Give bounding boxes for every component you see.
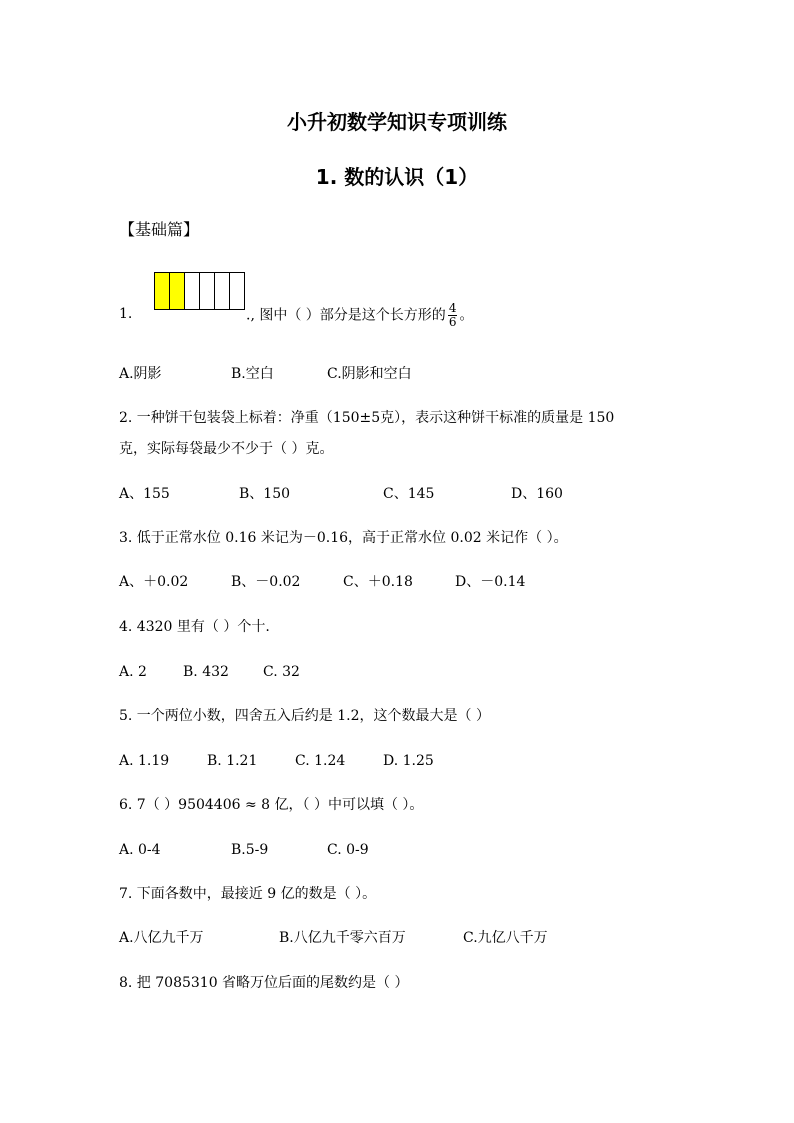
question-3-option-a: A、＋0.02 bbox=[119, 574, 189, 590]
question-1-option-a: A.阴影 bbox=[119, 366, 162, 382]
fraction-four-sixths bbox=[448, 302, 458, 329]
blank-cell bbox=[200, 273, 215, 309]
question-3-option-d: D、－0.14 bbox=[455, 574, 526, 590]
question-6-option-b: B.5-9 bbox=[231, 842, 269, 858]
question-4-option-a: A. 2 bbox=[119, 664, 147, 680]
shaded-cell bbox=[170, 273, 185, 309]
question-6-text: 6. 7（ ）9504406 ≈ 8 亿，（ ）中可以填（ ）。 bbox=[119, 797, 424, 813]
question-6-option-c: C. 0-9 bbox=[327, 842, 369, 858]
question-1-text bbox=[246, 302, 473, 329]
question-4-option-b: B. 432 bbox=[183, 664, 229, 680]
question-7-option-b: B.八亿九千零六百万 bbox=[279, 930, 406, 946]
question-1-end: 。 bbox=[459, 307, 474, 324]
question-2-option-a: A、155 bbox=[119, 486, 170, 502]
question-7-text: 7. 下面各数中，最接近 9 亿的数是（ ）。 bbox=[119, 886, 377, 902]
page-subtitle: 1. 数的认识（1） bbox=[315, 165, 479, 189]
question-5-option-d: D. 1.25 bbox=[383, 753, 434, 769]
fraction-denominator: 6 bbox=[448, 315, 457, 329]
question-2-option-d: D、160 bbox=[511, 486, 563, 502]
question-6-option-a: A. 0-4 bbox=[119, 842, 161, 858]
question-3-text: 3. 低于正常水位 0.16 米记为－0.16，高于正常水位 0.02 米记作（ ）。 bbox=[119, 530, 568, 546]
question-7-option-a: A.八亿九千万 bbox=[119, 930, 204, 946]
question-1-option-b: B.空白 bbox=[231, 366, 274, 382]
question-5-text: 5. 一个两位小数，四舍五入后约是 1.2，这个数最大是（ ） bbox=[119, 708, 490, 724]
blank-cell bbox=[215, 273, 230, 309]
page-title: 小升初数学知识专项训练 bbox=[287, 110, 507, 134]
question-1-option-c: C.阴影和空白 bbox=[327, 366, 412, 382]
question-5-option-a: A. 1.19 bbox=[119, 753, 170, 769]
section-heading: 【基础篇】 bbox=[119, 220, 200, 239]
question-2-option-b: B、150 bbox=[239, 486, 291, 502]
question-1-number: 1. bbox=[119, 306, 133, 322]
question-1-stem: ., 图中（ ）部分是这个长方形的 bbox=[246, 307, 446, 324]
question-2-line-2: 克，实际每袋最少不少于（ ）克。 bbox=[119, 441, 334, 457]
fraction-numerator: 4 bbox=[448, 301, 457, 315]
question-4-text: 4. 4320 里有（ ）个十. bbox=[119, 619, 270, 635]
question-3-option-c: C、＋0.18 bbox=[343, 574, 413, 590]
question-4-option-c: C. 32 bbox=[263, 664, 300, 680]
question-7-option-c: C.九亿八千万 bbox=[463, 930, 548, 946]
question-2-line-1: 2. 一种饼干包装袋上标着：净重（150±5克），表示这种饼干标准的质量是 150 bbox=[119, 410, 615, 426]
question-2-option-c: C、145 bbox=[383, 486, 435, 502]
blank-cell bbox=[230, 273, 244, 309]
question-5-option-c: C. 1.24 bbox=[295, 753, 346, 769]
blank-cell bbox=[185, 273, 200, 309]
question-3-option-b: B、－0.02 bbox=[231, 574, 301, 590]
shaded-cell bbox=[155, 273, 170, 309]
question-8-text: 8. 把 7085310 省略万位后面的尾数约是（ ） bbox=[119, 975, 409, 991]
question-5-option-b: B. 1.21 bbox=[207, 753, 258, 769]
rectangle-figure bbox=[154, 272, 245, 310]
